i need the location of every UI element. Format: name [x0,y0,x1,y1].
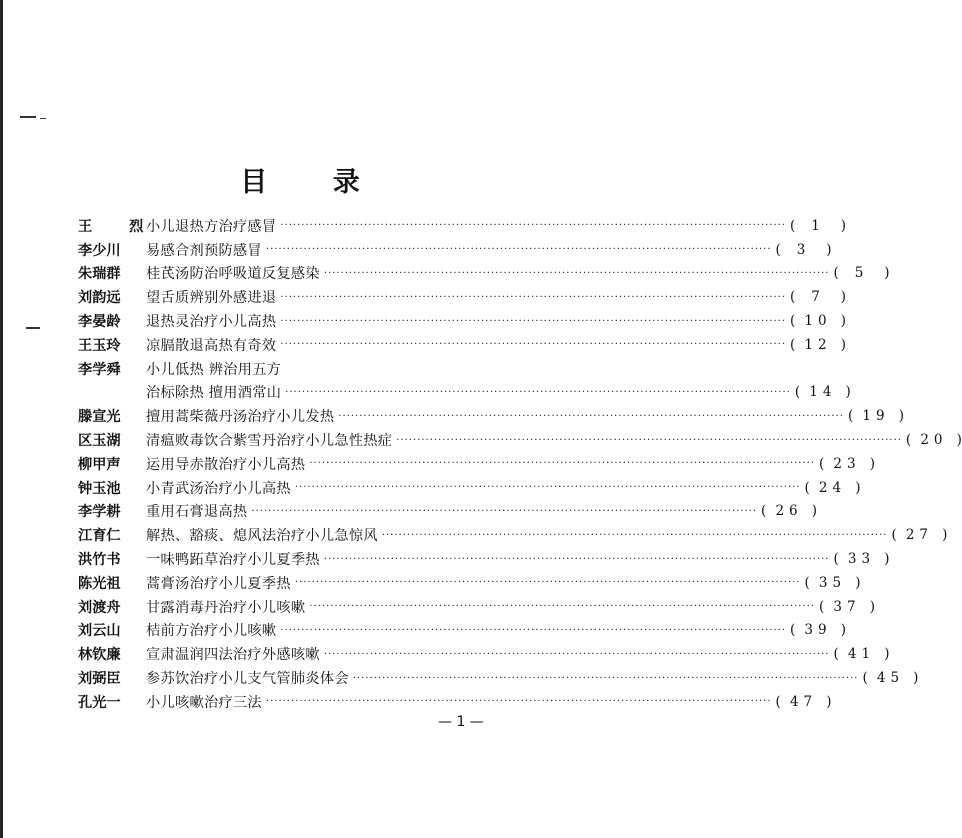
toc-author: 王 烈 [78,218,160,235]
toc-author: 刘云山 [78,623,121,640]
toc-author: 柳甲声 [78,456,121,473]
toc-page-ref: ( 14 ) [794,384,851,401]
toc-title: 小青武汤治疗小儿高热 [146,480,291,497]
toc-author: 陈光祖 [78,575,121,592]
toc-leader-dots [280,220,786,231]
toc-author: 王玉玲 [78,337,121,354]
toc-entry[interactable] [78,666,919,690]
toc-leader-dots [309,601,815,612]
toc-title: 小儿咳嗽治疗三法 [146,694,262,711]
toc-author: 洪竹书 [78,552,121,569]
toc-entry[interactable] [78,476,861,500]
toc-leader-dots [396,435,902,446]
toc-entry[interactable] [78,381,851,405]
toc-author: 林钦廉 [78,647,121,664]
toc-entry[interactable] [78,523,948,547]
toc-leader-dots [251,506,757,517]
toc-title: 宣肃温润四法治疗外感咳嗽 [146,647,320,664]
toc-page-ref: ( 37 ) [819,598,875,615]
toc-entry[interactable] [78,595,875,619]
toc-leader-dots [285,387,791,398]
toc-leader-dots [324,649,830,660]
toc-page-ref: ( 33 ) [833,551,890,568]
toc-entry[interactable] [78,571,861,595]
toc-page-ref: ( 35 ) [804,574,861,591]
toc-author: 刘渡舟 [78,599,121,616]
toc-author: 江育仁 [78,528,121,545]
toc-page-number: 20 [920,432,948,449]
toc-page-number: 45 [876,670,905,687]
toc-title: 擅用蒿柴薇丹汤治疗小儿发热 [146,409,335,426]
toc-page-ref: ( 12 ) [790,336,847,353]
toc-title: 清瘟败毒饮合紫雪丹治疗小儿急性热症 [146,433,393,450]
toc-title: 小儿退热方治疗感冒 [146,218,277,235]
toc-title: 运用导赤散治疗小儿高热 [146,456,306,473]
toc-page-ref: ( 41 ) [833,646,890,663]
toc-page-number: 7 [811,289,825,306]
toc-title: 凉膈散退高热有奇效 [146,337,277,354]
toc-author: 孔光一 [78,694,121,711]
toc-entry[interactable] [78,357,518,381]
page-number: — 1 — [438,714,484,730]
toc-page-number: 1 [811,217,825,234]
toc-entry[interactable] [78,404,904,428]
toc-author: 李少川 [78,242,121,259]
toc-author: 朱瑞群 [78,266,121,283]
toc-page-ref: ( 26 ) [761,503,818,520]
toc-entry[interactable] [78,642,890,666]
toc-entry[interactable] [78,547,890,571]
toc-page-number: 19 [862,408,890,425]
toc-author: 刘弼臣 [78,671,121,688]
toc-entry[interactable] [78,238,832,262]
toc-title: 桔前方治疗小儿咳嗽 [146,623,277,640]
toc-title: 解热、豁痰、熄风法治疗小儿急惊风 [146,528,378,545]
toc-title: 一味鸭跖草治疗小儿夏季热 [146,552,320,569]
toc-entry[interactable] [78,309,847,333]
toc-leader-dots [280,625,786,636]
toc-page-ref: ( 19 ) [847,408,904,425]
toc-page-ref: ( 47 ) [775,693,832,710]
toc-entry[interactable] [78,690,832,714]
toc-title: 退热灵治疗小儿高热 [146,314,277,331]
toc-page-number: 3 [796,241,811,258]
toc-leader-dots [324,554,830,565]
toc-leader-dots [353,673,859,684]
toc-page-ref: ( 27 ) [891,527,948,544]
toc-page-ref: ( 5 ) [833,265,890,282]
toc-page-number: 33 [847,551,876,568]
toc-title: 甘露消毒丹治疗小儿咳嗽 [146,599,306,616]
toc-author: 李学舜 [78,361,121,378]
toc-entry[interactable] [78,214,847,238]
toc-page-ref: ( 45 ) [862,670,919,687]
toc-page-ref: ( 24 ) [804,479,861,496]
toc-entry[interactable] [78,619,847,643]
page-edge [0,0,3,838]
toc-list [78,214,962,714]
toc-page-number: 14 [809,384,837,401]
toc-author: 李学耕 [78,504,121,521]
toc-entry[interactable] [78,333,847,357]
toc-page-number: 10 [804,313,832,330]
toc-leader-dots [266,696,772,707]
toc-leader-dots [280,316,786,327]
toc-author: 滕宣光 [78,409,121,426]
toc-entry[interactable] [78,500,818,524]
toc-author: 区玉湖 [78,433,121,450]
toc-page-number: 47 [789,693,818,710]
toc-leader-dots [309,458,815,469]
toc-author: 李晏龄 [78,314,121,331]
toc-page-ref: ( 39 ) [790,622,847,639]
toc-page-number: 23 [833,455,861,472]
toc-title: 望舌质辨别外感进退 [146,290,277,307]
toc-leader-dots [295,577,801,588]
toc-leader-dots [295,482,801,493]
toc-entry[interactable] [78,285,847,309]
toc-title: 桂芪汤防治呼吸道反复感染 [146,266,320,283]
toc-title: 蒿膏汤治疗小儿夏季热 [146,575,291,592]
toc-entry[interactable] [78,262,890,286]
toc-page-ref: ( 7 ) [790,289,847,306]
scan-speck [26,327,40,329]
toc-page-ref: ( 20 ) [905,432,962,449]
toc-page-number: 37 [833,598,861,615]
toc-leader-dots [382,530,888,541]
scan-speck [40,118,46,119]
toc-entry[interactable] [78,452,875,476]
toc-leader-dots [280,292,786,303]
toc-page-ref: ( 23 ) [819,455,875,472]
toc-author: 钟玉池 [78,480,121,497]
toc-leader-dots [266,244,772,255]
toc-heading: 目 录 [240,167,388,198]
toc-title: 易感合剂预防感冒 [146,242,262,259]
scan-speck [20,116,36,118]
toc-page-number: 12 [804,336,832,353]
toc-page-ref: ( 3 ) [775,241,832,258]
toc-page-number: 26 [775,503,803,520]
toc-page-number: 27 [905,527,934,544]
toc-entry[interactable] [78,428,962,452]
toc-page-number: 39 [804,622,832,639]
toc-leader-dots [324,268,830,279]
toc-leader-dots [280,339,786,350]
toc-page-ref: ( 10 ) [790,313,847,330]
toc-page-number: 41 [847,646,876,663]
toc-page-number: 5 [854,265,869,282]
toc-title: 参苏饮治疗小儿支气管肺炎体会 [146,671,349,688]
toc-title: 治标除热 擅用酒常山 [146,385,282,402]
toc-leader-dots [338,411,844,422]
toc-title: 小儿低热 辨治用五方 [146,361,282,378]
toc-title: 重用石膏退高热 [146,504,248,521]
toc-author: 刘韵远 [78,290,121,307]
toc-page-number: 35 [818,574,847,591]
toc-page-ref: ( 1 ) [790,217,847,234]
toc-page-number: 24 [818,479,847,496]
